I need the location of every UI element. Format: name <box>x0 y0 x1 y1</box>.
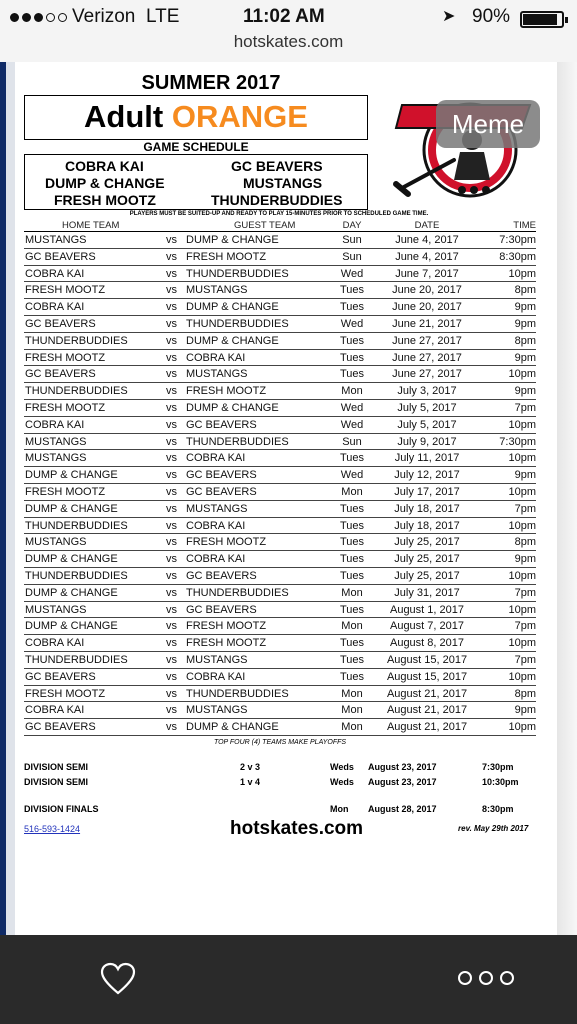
game-date: August 15, 2017 <box>386 670 468 683</box>
vs-label: vs <box>166 670 177 683</box>
game-time: 10pm <box>508 670 536 683</box>
guest-team: COBRA KAI <box>186 351 246 364</box>
game-date: August 15, 2017 <box>386 653 468 666</box>
home-team: THUNDERBUDDIES <box>25 569 128 582</box>
vs-label: vs <box>166 653 177 666</box>
schedule-row <box>24 434 536 451</box>
game-time: 9pm <box>514 351 536 364</box>
page-edge-left <box>0 62 15 935</box>
vs-label: vs <box>166 536 177 549</box>
guest-team: COBRA KAI <box>186 553 246 566</box>
game-time: 9pm <box>514 704 536 717</box>
schedule-row <box>24 484 536 501</box>
playoff-row <box>24 762 536 776</box>
vs-label: vs <box>166 586 177 599</box>
game-date: June 27, 2017 <box>392 334 462 347</box>
game-day: Wed <box>340 267 364 280</box>
game-date: July 18, 2017 <box>394 519 460 532</box>
schedule-row <box>24 383 536 400</box>
schedule-row <box>24 618 536 635</box>
schedule-table <box>24 219 536 736</box>
game-time: 10pm <box>508 418 536 431</box>
home-team: DUMP & CHANGE <box>25 502 118 515</box>
team-name: THUNDERBUDDIES <box>211 192 343 208</box>
vs-label: vs <box>166 553 177 566</box>
schedule-row <box>24 282 536 299</box>
home-team: THUNDERBUDDIES <box>25 653 128 666</box>
vs-label: vs <box>166 301 177 314</box>
vs-label: vs <box>166 721 177 734</box>
game-time: 7pm <box>514 586 536 599</box>
game-day: Tues <box>339 519 365 532</box>
home-team: MUSTANGS <box>25 435 87 448</box>
schedule-row <box>24 534 536 551</box>
home-team: MUSTANGS <box>25 536 87 549</box>
bottom-toolbar <box>0 935 577 1024</box>
playoff-day: Weds <box>330 762 354 772</box>
guest-team: COBRA KAI <box>186 670 246 683</box>
game-time: 9pm <box>514 469 536 482</box>
game-day: Sun <box>342 435 362 448</box>
playoff-round: DIVISION FINALS <box>24 804 99 814</box>
game-date: July 5, 2017 <box>397 418 457 431</box>
playoff-round: DIVISION SEMI <box>24 762 89 772</box>
home-team: MUSTANGS <box>25 452 87 465</box>
more-dots-icon[interactable] <box>458 971 514 985</box>
status-time: 11:02 AM <box>243 6 325 27</box>
schedule-row <box>24 467 536 484</box>
playoff-date: August 23, 2017 <box>368 777 437 787</box>
players-note: PLAYERS MUST BE SUITED-UP AND READY TO PLAY 15-MINUTES PRIOR TO SCHEDULED GAME TIME. <box>129 211 429 217</box>
season-title: SUMMER 2017 <box>141 72 281 94</box>
schedule-row <box>24 333 536 350</box>
game-day: Sun <box>342 250 362 263</box>
schedule-row <box>24 602 536 619</box>
vs-label: vs <box>166 435 177 448</box>
vs-label: vs <box>166 250 177 263</box>
game-day: Wed <box>340 401 364 414</box>
guest-team: THUNDERBUDDIES <box>186 267 289 280</box>
home-team: DUMP & CHANGE <box>25 586 118 599</box>
home-team: COBRA KAI <box>25 704 85 717</box>
game-date: June 27, 2017 <box>392 368 462 381</box>
playoff-day: Weds <box>330 777 354 787</box>
home-team: GC BEAVERS <box>25 317 96 330</box>
schedule-row <box>24 366 536 383</box>
game-day: Wed <box>340 418 364 431</box>
game-date: June 20, 2017 <box>392 301 462 314</box>
home-team: DUMP & CHANGE <box>25 553 118 566</box>
game-time: 9pm <box>514 385 536 398</box>
home-team: FRESH MOOTZ <box>25 687 106 700</box>
game-day: Mon <box>341 385 363 398</box>
game-date: July 31, 2017 <box>394 586 460 599</box>
game-time: 8pm <box>514 536 536 549</box>
schedule-row <box>24 635 536 652</box>
game-date: July 25, 2017 <box>394 536 460 549</box>
game-time: 9pm <box>514 553 536 566</box>
game-time: 8:30pm <box>499 250 536 263</box>
game-date: July 18, 2017 <box>394 502 460 515</box>
guest-team: FRESH MOOTZ <box>186 385 267 398</box>
vs-label: vs <box>166 317 177 330</box>
game-time: 7pm <box>514 502 536 515</box>
vs-label: vs <box>166 234 177 246</box>
division-color: ORANGE <box>171 99 308 134</box>
game-time: 7:30pm <box>499 435 536 448</box>
guest-team: DUMP & CHANGE <box>186 301 279 314</box>
team-name: COBRA KAI <box>65 158 144 174</box>
game-date: July 5, 2017 <box>397 401 457 414</box>
playoff-day: Mon <box>330 804 349 814</box>
team-name: DUMP & CHANGE <box>45 175 165 191</box>
vs-label: vs <box>166 385 177 398</box>
vs-label: vs <box>166 284 177 297</box>
game-date: June 21, 2017 <box>392 317 462 330</box>
game-date: August 1, 2017 <box>389 603 464 616</box>
schedule-header <box>24 219 536 232</box>
game-time: 9pm <box>514 317 536 330</box>
home-team: GC BEAVERS <box>25 721 96 734</box>
game-date: July 25, 2017 <box>394 553 460 566</box>
game-time: 7pm <box>514 653 536 666</box>
playoff-date: August 23, 2017 <box>368 762 437 772</box>
game-day: Tues <box>339 284 365 297</box>
game-time: 10pm <box>508 368 536 381</box>
game-time: 10pm <box>508 485 536 498</box>
game-day: Tues <box>339 603 365 616</box>
playoff-time: 10:30pm <box>482 777 519 787</box>
battery-icon <box>520 11 564 28</box>
game-day: Sun <box>342 234 362 246</box>
game-time: 7pm <box>514 620 536 633</box>
vs-label: vs <box>166 637 177 650</box>
game-date: July 17, 2017 <box>394 485 460 498</box>
signal-strength-icon <box>10 13 67 22</box>
schedule-row <box>24 568 536 585</box>
vs-label: vs <box>166 334 177 347</box>
game-date: August 21, 2017 <box>386 687 468 700</box>
guest-team: DUMP & CHANGE <box>186 401 279 414</box>
game-time: 10pm <box>508 519 536 532</box>
game-time: 10pm <box>508 569 536 582</box>
game-day: Tues <box>339 351 365 364</box>
guest-team: GC BEAVERS <box>186 569 257 582</box>
guest-team: THUNDERBUDDIES <box>186 586 289 599</box>
game-day: Tues <box>339 569 365 582</box>
vs-label: vs <box>166 620 177 633</box>
guest-team: GC BEAVERS <box>186 603 257 616</box>
home-team: COBRA KAI <box>25 418 85 431</box>
home-team: FRESH MOOTZ <box>25 351 106 364</box>
home-team: COBRA KAI <box>25 267 85 280</box>
guest-team: COBRA KAI <box>186 452 246 465</box>
playoff-round: DIVISION SEMI <box>24 777 89 787</box>
home-team: THUNDERBUDDIES <box>25 334 128 347</box>
game-date: July 12, 2017 <box>394 469 460 482</box>
home-team: FRESH MOOTZ <box>25 284 106 297</box>
home-team: MUSTANGS <box>25 234 87 246</box>
schedule-row <box>24 400 536 417</box>
team-name: FRESH MOOTZ <box>54 192 156 208</box>
schedule-row <box>24 585 536 602</box>
location-icon: ➤ <box>442 8 456 25</box>
home-team: THUNDERBUDDIES <box>25 519 128 532</box>
vs-label: vs <box>166 452 177 465</box>
guest-team: MUSTANGS <box>186 704 248 717</box>
division-prefix: Adult <box>84 99 164 134</box>
home-team: GC BEAVERS <box>25 368 96 381</box>
footer-site: hotskates.com <box>230 818 364 839</box>
game-date: July 9, 2017 <box>397 435 457 448</box>
game-day: Tues <box>339 653 365 666</box>
game-day: Tues <box>339 553 365 566</box>
home-team: GC BEAVERS <box>25 250 96 263</box>
playoff-row <box>24 804 536 818</box>
game-time: 10pm <box>508 267 536 280</box>
game-date: June 4, 2017 <box>395 234 459 246</box>
schedule-row <box>24 719 536 736</box>
game-date: June 7, 2017 <box>395 267 459 280</box>
playoffs-note: TOP FOUR (4) TEAMS MAKE PLAYOFFS <box>213 739 347 746</box>
game-day: Tues <box>339 452 365 465</box>
schedule-row <box>24 686 536 703</box>
vs-label: vs <box>166 351 177 364</box>
vs-label: vs <box>166 519 177 532</box>
playoff-row <box>24 777 536 791</box>
game-day: Tues <box>339 502 365 515</box>
schedule-row <box>24 652 536 669</box>
game-date: August 21, 2017 <box>386 721 468 734</box>
game-day: Mon <box>341 687 363 700</box>
home-team: FRESH MOOTZ <box>25 485 106 498</box>
schedule-row <box>24 669 536 686</box>
game-day: Tues <box>339 368 365 381</box>
guest-team: DUMP & CHANGE <box>186 334 279 347</box>
home-team: COBRA KAI <box>25 637 85 650</box>
vs-label: vs <box>166 469 177 482</box>
schedule-row <box>24 518 536 535</box>
revision-note: rev. May 29th 2017 <box>458 824 529 833</box>
game-day: Tues <box>339 670 365 683</box>
game-date: June 20, 2017 <box>392 284 462 297</box>
game-time: 7pm <box>514 401 536 414</box>
guest-team: THUNDERBUDDIES <box>186 687 289 700</box>
vs-label: vs <box>166 418 177 431</box>
game-time: 8pm <box>514 687 536 700</box>
schedule-row <box>24 450 536 467</box>
game-date: June 27, 2017 <box>392 351 462 364</box>
vs-label: vs <box>166 401 177 414</box>
game-day: Wed <box>340 317 364 330</box>
guest-team: THUNDERBUDDIES <box>186 317 289 330</box>
page-edge-right <box>557 62 577 935</box>
game-day: Mon <box>341 485 363 498</box>
game-time: 10pm <box>508 603 536 616</box>
flyer-image <box>0 62 577 935</box>
game-time: 7:30pm <box>499 234 536 246</box>
guest-team: THUNDERBUDDIES <box>186 435 289 448</box>
guest-team: FRESH MOOTZ <box>186 536 267 549</box>
carrier-label: Verizon LTE <box>72 6 180 27</box>
vs-label: vs <box>166 368 177 381</box>
home-team: COBRA KAI <box>25 301 85 314</box>
schedule-row <box>24 232 536 249</box>
url-bar[interactable]: hotskates.com <box>233 32 344 51</box>
guest-team: FRESH MOOTZ <box>186 250 267 263</box>
guest-team: COBRA KAI <box>186 519 246 532</box>
team-name: GC BEAVERS <box>231 158 323 174</box>
game-time: 10pm <box>508 452 536 465</box>
schedule-row <box>24 417 536 434</box>
game-day: Mon <box>341 620 363 633</box>
col-home-team: HOME TEAM <box>62 220 120 231</box>
col-date: DATE <box>414 220 440 231</box>
guest-team: MUSTANGS <box>186 368 248 381</box>
guest-team: DUMP & CHANGE <box>186 234 279 246</box>
guest-team: MUSTANGS <box>186 502 248 515</box>
vs-label: vs <box>166 267 177 280</box>
schedule-rows <box>24 232 536 736</box>
playoff-matchup: 2 v 3 <box>240 762 261 772</box>
game-time: 8pm <box>514 284 536 297</box>
phone-link[interactable]: 516-593-1424 <box>24 824 81 834</box>
guest-team: GC BEAVERS <box>186 485 257 498</box>
vs-label: vs <box>166 603 177 616</box>
game-time: 9pm <box>514 301 536 314</box>
guest-team: GC BEAVERS <box>186 418 257 431</box>
home-team: GC BEAVERS <box>25 670 96 683</box>
vs-label: vs <box>166 502 177 515</box>
home-team: THUNDERBUDDIES <box>25 385 128 398</box>
game-day: Wed <box>340 469 364 482</box>
game-date: August 7, 2017 <box>389 620 464 633</box>
guest-team: FRESH MOOTZ <box>186 637 267 650</box>
game-date: August 8, 2017 <box>389 637 464 650</box>
schedule-subtitle: GAME SCHEDULE <box>143 140 249 154</box>
schedule-row <box>24 501 536 518</box>
game-time: 8pm <box>514 334 536 347</box>
schedule-row <box>24 249 536 266</box>
vs-label: vs <box>166 687 177 700</box>
col-time: TIME <box>513 220 536 231</box>
schedule-row <box>24 316 536 333</box>
playoff-date: August 28, 2017 <box>368 804 437 814</box>
game-date: July 11, 2017 <box>394 452 460 465</box>
heart-icon[interactable] <box>100 961 136 997</box>
schedule-row <box>24 350 536 367</box>
game-time: 10pm <box>508 637 536 650</box>
game-day: Mon <box>341 704 363 717</box>
browser-chrome <box>0 0 577 62</box>
game-day: Tues <box>339 536 365 549</box>
game-day: Mon <box>341 586 363 599</box>
schedule-row <box>24 266 536 283</box>
guest-team: FRESH MOOTZ <box>186 620 267 633</box>
meme-button[interactable]: Meme <box>436 100 540 148</box>
vs-label: vs <box>166 704 177 717</box>
schedule-row <box>24 551 536 568</box>
team-name: MUSTANGS <box>243 175 323 191</box>
game-date: June 4, 2017 <box>395 250 459 263</box>
playoff-time: 7:30pm <box>482 762 514 772</box>
home-team: FRESH MOOTZ <box>25 401 106 414</box>
close-icon[interactable] <box>60 106 92 138</box>
vs-label: vs <box>166 485 177 498</box>
teams-list <box>24 154 368 210</box>
game-day: Tues <box>339 637 365 650</box>
guest-team: MUSTANGS <box>186 653 248 666</box>
schedule-row <box>24 299 536 316</box>
game-day: Mon <box>341 721 363 734</box>
game-date: August 21, 2017 <box>386 704 468 717</box>
col-guest-team: GUEST TEAM <box>234 220 296 231</box>
status-bar <box>0 4 577 30</box>
playoff-matchup: 1 v 4 <box>240 777 261 787</box>
guest-team: MUSTANGS <box>186 284 248 297</box>
game-day: Tues <box>339 334 365 347</box>
guest-team: GC BEAVERS <box>186 469 257 482</box>
game-day: Tues <box>339 301 365 314</box>
battery-percent: 90% <box>472 6 511 27</box>
schedule-row <box>24 702 536 719</box>
game-time: 10pm <box>508 721 536 734</box>
home-team: DUMP & CHANGE <box>25 620 118 633</box>
vs-label: vs <box>166 569 177 582</box>
col-day: DAY <box>342 220 362 231</box>
playoff-time: 8:30pm <box>482 804 514 814</box>
home-team: MUSTANGS <box>25 603 87 616</box>
game-date: July 3, 2017 <box>397 385 457 398</box>
game-date: July 25, 2017 <box>394 569 460 582</box>
guest-team: DUMP & CHANGE <box>186 721 279 734</box>
home-team: DUMP & CHANGE <box>25 469 118 482</box>
